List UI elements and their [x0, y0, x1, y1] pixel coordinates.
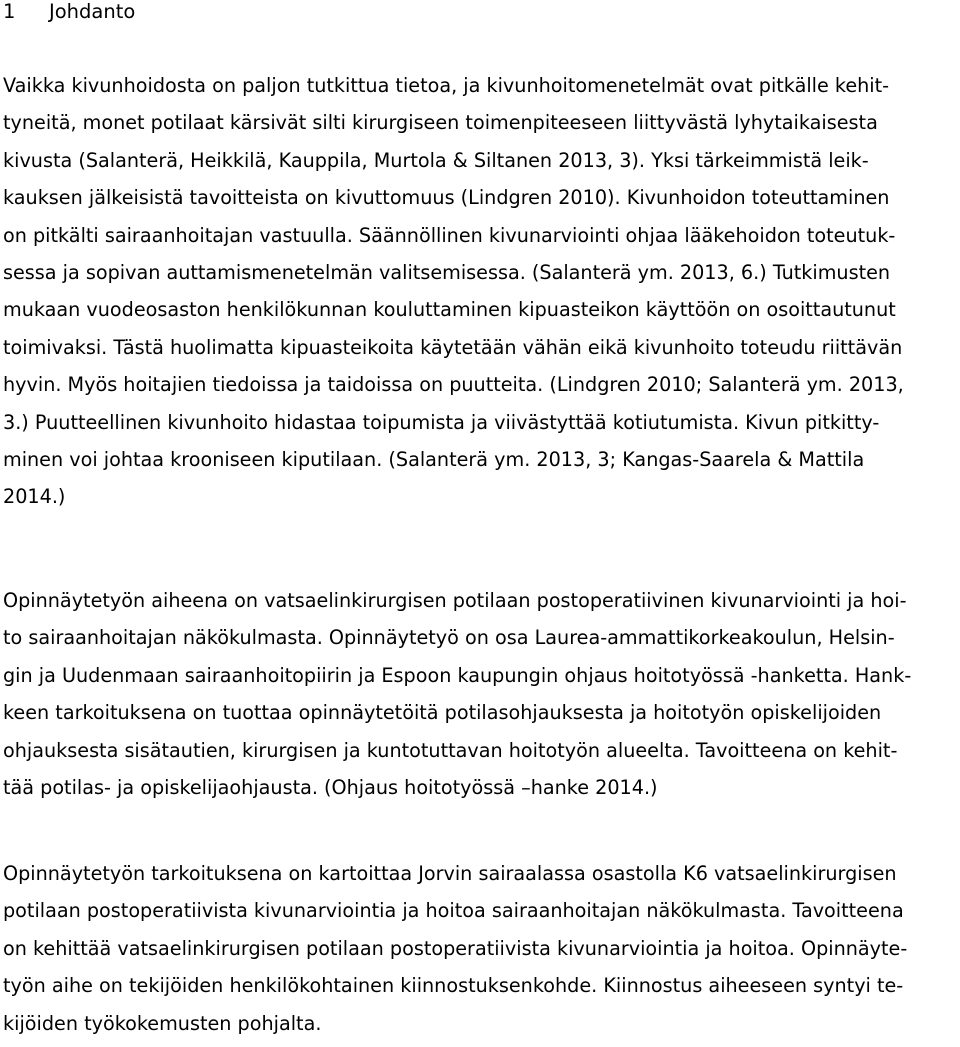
text-line: Vaikka kivunhoidosta on paljon tutkittua tietoa, ja kivunhoitomenetelmät ovat pitkälle kehit-: [3, 74, 890, 97]
text-line: kauksen jälkeisistä tavoitteista on kivuttomuus (Lindgren 2010). Kivunhoidon toteuttaminen: [3, 186, 890, 210]
text-line: toimivaksi. Tästä huolimatta kipuasteikoita käytetään vähän eikä kivunhoito toteudu riittävän: [3, 335, 903, 359]
text-line: mukaan vuodeosaston henkilökunnan kouluttaminen kipuasteikon käyttöön on osoittautunut: [3, 298, 896, 322]
text-line: kijöiden työkokemusten pohjalta.: [3, 1011, 322, 1035]
text-line: minen voi johtaa krooniseen kiputilaan. (Salanterä ym. 2013, 3; Kangas-Saarela & Mattila: [3, 447, 865, 471]
text-line: Opinnäytetyön aiheena on vatsaelinkirurgisen potilaan postoperatiivinen kivunarviointi ja hoi-: [3, 589, 907, 612]
text-line: sessa ja sopivan auttamismenetelmän valitsemisessa. (Salanterä ym. 2013, 6.) Tutkimusten: [3, 260, 891, 284]
text-line: työn aihe on tekijöiden henkilökohtainen kiinnostuksenkohde. Kiinnostus aiheeseen syntyi te-: [3, 974, 904, 998]
text-line: gin ja Uudenmaan sairaanhoitopiirin ja Espoon kaupungin ohjaus hoitotyössä -hanketta. Hank-: [3, 663, 912, 687]
text-line: 3.) Puutteellinen kivunhoito hidastaa toipumista ja viivästyttää kotiutumista. Kivun pitkitty-: [3, 410, 880, 434]
text-line: 2014.): [3, 485, 66, 509]
section-heading: [3, 0, 135, 24]
paragraph-2: [3, 582, 911, 806]
text-line: potilaan postoperatiivista kivunarviointia ja hoitoa sairaanhoitajan näkökulmasta. Tavoitteena: [3, 899, 904, 923]
text-line: tyneitä, monet potilaat kärsivät silti kirurgiseen toimenpiteeseen liittyvästä lyhytaikaisesta: [3, 111, 878, 135]
section-title: Johdanto: [49, 0, 136, 23]
text-line: tää potilas- ja opiskelijaohjausta. (Ohjaus hoitotyössä –hanke 2014.): [3, 775, 658, 799]
text-line: Opinnäytetyön tarkoituksena on kartoittaa Jorvin sairaalassa osastolla K6 vatsaelinkirurgisen: [3, 862, 897, 885]
section-number: 1: [3, 0, 16, 23]
text-line: to sairaanhoitajan näkökulmasta. Opinnäytetyö on osa Laurea-ammattikorkeakoulun, Helsin-: [3, 626, 895, 650]
text-line: ohjauksesta sisätautien, kirurgisen ja kuntotuttavan hoitotyön alueelta. Tavoitteena on kehit-: [3, 738, 898, 762]
paragraph-1: [3, 67, 904, 516]
text-line: on pitkälti sairaanhoitajan vastuulla. Säännöllinen kivunarviointi ohjaa lääkehoidon toteutuk-: [3, 223, 896, 247]
paragraph-3: [3, 855, 907, 1042]
text-line: kivusta (Salanterä, Heikkilä, Kauppila, Murtola & Siltanen 2013, 3). Yksi tärkeimmistä leik-: [3, 148, 869, 172]
text-line: hyvin. Myös hoitajien tiedoissa ja taidoissa on puutteita. (Lindgren 2010; Salanterä ym. 2013,: [3, 373, 904, 397]
text-line: keen tarkoituksena on tuottaa opinnäytetöitä potilasohjauksesta ja hoitotyön opiskelijoiden: [3, 701, 882, 725]
text-line: on kehittää vatsaelinkirurgisen potilaan postoperatiivista kivunarviointia ja hoitoa. Opinnäyte-: [3, 936, 908, 960]
